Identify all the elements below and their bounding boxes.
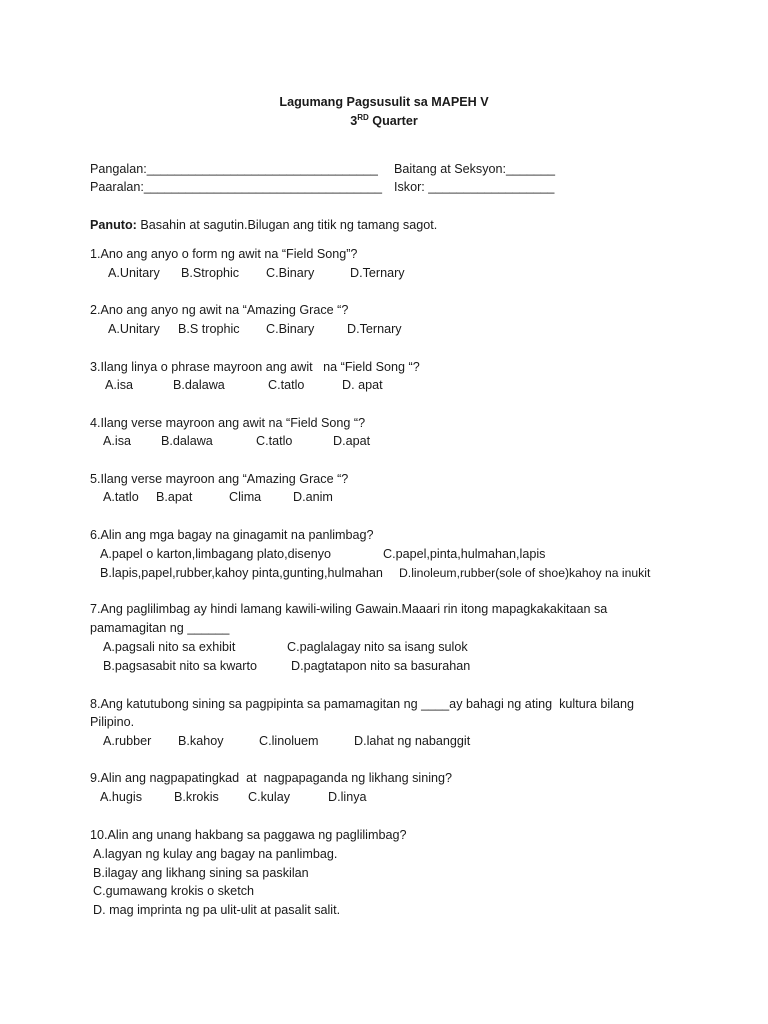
choice-6c[interactable]: C.papel,pinta,hulmahan,lapis (383, 547, 546, 561)
choice-4a[interactable]: A.isa (103, 434, 131, 448)
choice-7a[interactable]: A.pagsali nito sa exhibit (103, 640, 236, 654)
score-field[interactable]: Iskor: __________________ (394, 180, 555, 194)
choice-4c[interactable]: C.tatlo (256, 434, 293, 448)
school-field[interactable]: Paaralan:__________________________________ (90, 180, 383, 194)
quarter-ordinal: RD (357, 112, 369, 122)
choice-4d[interactable]: D.apat (333, 434, 371, 448)
choice-4b[interactable]: B.dalawa (161, 434, 213, 448)
question-10: 10.Alin ang unang hakbang sa paggawa ng paglilimbag? (90, 828, 407, 842)
choice-6b[interactable]: B.lapis,papel,rubber,kahoy pinta,gunting,hulmahan (100, 566, 383, 580)
quarter-number: 3 (350, 114, 358, 128)
choice-6a[interactable]: A.papel o karton,limbagang plato,disenyo (100, 547, 332, 561)
question-9: 9.Alin ang nagpapatingkad at nagpapaganda ng likhang sining? (90, 771, 453, 785)
choice-7c[interactable]: C.paglalagay nito sa isang sulok (287, 640, 468, 654)
question-4: 4.Ilang verse mayroon ang awit na “Field Song “? (90, 416, 366, 430)
instructions-text: Basahin at sagutin.Bilugan ang titik ng tamang sagot. (136, 218, 438, 232)
choice-5d[interactable]: D.anim (293, 490, 333, 504)
question-8: 8.Ang katutubong sining sa pagpipinta sa pamamagitan ng ____ay bahagi ng ating kultura bilang (90, 697, 635, 711)
page-title: Lagumang Pagsusulit sa MAPEH V (279, 95, 489, 109)
question-2: 2.Ano ang anyo ng awit na “Amazing Grace “? (90, 303, 349, 317)
quarter-word: Quarter (368, 114, 418, 128)
choice-10d[interactable]: D. mag imprinta ng pa ulit-ulit at pasalit salit. (93, 903, 341, 917)
choice-5b[interactable]: B.apat (156, 490, 193, 504)
choice-8c[interactable]: C.linoluem (259, 734, 319, 748)
choice-10c[interactable]: C.gumawang krokis o sketch (93, 884, 254, 898)
choice-5a[interactable]: A.tatlo (103, 490, 139, 504)
choice-7d[interactable]: D.pagtatapon nito sa basurahan (291, 659, 471, 673)
choice-1b[interactable]: B.Strophic (181, 266, 240, 280)
choice-3d[interactable]: D. apat (342, 378, 383, 392)
choice-10a[interactable]: A.lagyan ng kulay ang bagay na panlimbag. (93, 847, 338, 861)
choice-10b[interactable]: B.ilagay ang likhang sining sa paskilan (93, 866, 309, 880)
question-7-cont: pamamagitan ng ______ (90, 621, 230, 635)
choice-3a[interactable]: A.isa (105, 378, 133, 392)
choice-1d[interactable]: D.Ternary (350, 266, 405, 280)
choice-6d[interactable]: D.linoleum,rubber(sole of shoe)kahoy na inukit (399, 566, 651, 580)
quarter-subtitle (0, 113, 768, 129)
question-7: 7.Ang paglilimbag ay hindi lamang kawili-wiling Gawain.Maaari rin itong mapagkakakitaan sa (90, 602, 608, 616)
question-3: 3.Ilang linya o phrase mayroon ang awit na “Field Song “? (90, 360, 420, 374)
choice-9a[interactable]: A.hugis (100, 790, 143, 804)
choice-2b[interactable]: B.S trophic (178, 322, 240, 336)
choice-9d[interactable]: D.linya (328, 790, 367, 804)
choice-1a[interactable]: A.Unitary (108, 266, 160, 280)
question-8-cont: Pilipino. (90, 715, 135, 729)
instructions (90, 217, 437, 233)
question-1: 1.Ano ang anyo o form ng awit na “Field Song”? (90, 247, 358, 261)
choice-5c[interactable]: Clima (229, 490, 262, 504)
choice-2c[interactable]: C.Binary (266, 322, 315, 336)
question-5: 5.Ilang verse mayroon ang “Amazing Grace “? (90, 472, 349, 486)
choice-8d[interactable]: D.lahat ng nabanggit (354, 734, 471, 748)
choice-9b[interactable]: B.krokis (174, 790, 219, 804)
grade-section-field[interactable]: Baitang at Seksyon:_______ (394, 162, 556, 176)
question-6: 6.Alin ang mga bagay na ginagamit na panlimbag? (90, 528, 374, 542)
choice-8b[interactable]: B.kahoy (178, 734, 224, 748)
choice-3c[interactable]: C.tatlo (268, 378, 305, 392)
choice-8a[interactable]: A.rubber (103, 734, 152, 748)
choice-3b[interactable]: B.dalawa (173, 378, 225, 392)
choice-2a[interactable]: A.Unitary (108, 322, 160, 336)
choice-2d[interactable]: D.Ternary (347, 322, 402, 336)
instructions-label: Panuto: (90, 218, 137, 232)
choice-7b[interactable]: B.pagsasabit nito sa kwarto (103, 659, 258, 673)
choice-9c[interactable]: C.kulay (248, 790, 290, 804)
choice-1c[interactable]: C.Binary (266, 266, 315, 280)
name-field[interactable]: Pangalan:_________________________________ (90, 162, 378, 176)
